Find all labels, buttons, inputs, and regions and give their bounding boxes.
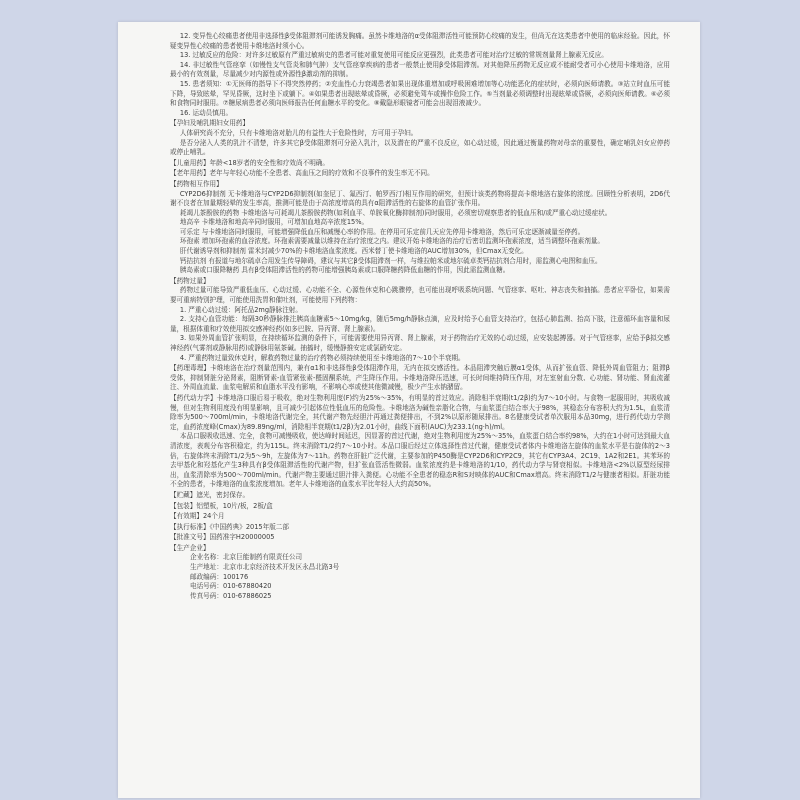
paragraph: 是否分泌入人类的乳汁不清楚，许多其它β受体阻滞剂可分泌入乳汁，以及潜在的严重不良反应，如心动过缓，因此通过衡量药物对母亲的重要性，确定哺乳妇女应停药或停止哺乳。 bbox=[170, 138, 670, 157]
paragraph: 3. 如果外周血管扩张明显，在持续循环监测的条件下，可能需要使用异丙肾、肾上腺素，对于药物治疗无效的心动过缓，应安装起搏器。对于气管痉挛，应给予β拟交感神经药(气雾剂或静脉用药)或静脉用氨茶碱。抽搐时，缓慢静推安定或氯硝安定。 bbox=[170, 334, 670, 352]
section-heading: 【执行标准】《中国药典》2015年版二部 bbox=[170, 522, 289, 531]
manufacturer-field: 邮政编码：100176 bbox=[190, 572, 249, 581]
paragraph: 15. 患者须知：①无医师的指导下不得突然停药；②充血性心力衰竭患者如果出现体重增加或呼吸困难增加等心功能恶化的症状时，必须向医师请教。③站立时血压可能下降，导致眩晕，罕见昏厥，这时坐下或躺下。④如果患者出现眩晕或昏厥，必须避免驾车或操作危险工作。⑤当剂量必须调整时出现眩晕或昏厥，必须向医师请教。⑥必须和食物同时服用。⑦糖尿病患者必须向医师报告任何血糖水平的变化。⑧戴隐形眼镜者可能会出现泪液减少。 bbox=[170, 79, 670, 108]
section-heading: 【生产企业】 bbox=[170, 543, 210, 552]
leaflet-sheet bbox=[118, 22, 700, 798]
paragraph: 耗竭儿茶酚胺的药物 卡维地洛与可耗竭儿茶酚胺药物(如利血平、单胺氧化酶抑制剂)同时服用，必须密切观察患者的低血压和/或严重心动过缓症状。 bbox=[179, 208, 612, 217]
section-heading: 【老年用药】老年与年轻心功能不全患者、高血压之间的疗效和不良事件的发生率无不同。 bbox=[170, 169, 434, 178]
section-heading: 【批准文号】国药准字H20000005 bbox=[170, 533, 275, 542]
section-heading: 【孕妇及哺乳期妇女用药】 bbox=[170, 119, 250, 128]
paragraph: 地高辛 卡维地洛和地高辛同时服用，可增加血地高辛浓度15%。 bbox=[179, 218, 369, 227]
manufacturer-field: 电话号码：010-67880420 bbox=[190, 582, 272, 591]
paragraph: 16. 运动员慎用。 bbox=[179, 108, 233, 117]
paragraph: 可乐定 与卡维地洛同时服用，可能增强降低血压和减慢心率的作用。在停用可乐定前几天应先停用卡维地洛，然后可乐定逐渐减量至停药。 bbox=[179, 227, 585, 236]
paragraph: 肝代谢诱导剂和抑制剂 雷米封减少70%的卡维地洛血浆浓度。西米替丁使卡维地洛的AUC增加30%，但Cmax无变化。 bbox=[179, 247, 528, 256]
section-heading: 【药物相互作用】 bbox=[170, 179, 223, 188]
manufacturer-field: 生产地址：北京市北京经济技术开发区永昌北路3号 bbox=[190, 563, 340, 572]
paragraph: 12. 变异性心绞痛患者使用非选择性β受体阻滞剂可能诱发胸痛。虽然卡维地洛的α受体阻滞活性可能预防心绞痛的发生，但尚无在这类患者中使用的临床经验。因此，怀疑变异性心绞痛的患者使用卡维地洛时须小心。 bbox=[170, 32, 670, 50]
section-heading: 【药理毒理】卡维地洛在治疗剂量范围内，兼有α1和非选择性β受体阻滞作用，无内在拟交感活性。本品阻滞突触后膜α1受体，从而扩张血管、降低外周血管阻力；阻滞β受体，抑制肾脏分泌肾素，阻断肾素-血管紧张素-醛固酮系统，产生降压作用。卡维地洛降压迅速，可长时间维持降压作用，对左室射血分数、心功能、肾功能、肾血流灌注、外周血流量、血浆电解质和血脂水平没有影响，不影响心率或使其他微减慢，极少产生水钠潴留。 bbox=[170, 364, 670, 392]
section-heading: 【儿童用药】年龄<18岁者的安全性和疗效尚不明确。 bbox=[170, 158, 329, 167]
paragraph: 钙拮抗剂 有报道与地尔硫卓合用发生传导障碍，建议与其它β受体阻滞剂一样，与维拉帕米或地尔硫卓类钙拮抗剂合用时，需监测心电图和血压。 bbox=[179, 256, 602, 265]
leaflet-text bbox=[170, 32, 670, 601]
paragraph: 13. 过敏反应的危险：对许多过敏原有严重过敏病史的患者可能对重复使用可能反应更强烈，此类患者可能对治疗过敏的常规剂量肾上腺素无反应。 bbox=[179, 51, 608, 60]
paragraph: 人体研究尚不充分，只有卡维地洛对胎儿的有益性大于危险性时，方可用于孕妇。 bbox=[179, 128, 418, 137]
paragraph: 2. 支持心血管功能：每隔30秒静脉推注胰高血糖素5～10mg/kg，随后5mg/h静脉点滴，应及时给予心血管支持治疗，包括心肺监测、抬高下肢，注意循环血容量和尿量，根据体重和疗效使用拟交感神经药(如多巴胺、异丙肾、肾上腺素)。 bbox=[170, 315, 670, 333]
section-heading: 【包装】铝塑板，10片/板，2板/盒 bbox=[170, 501, 273, 510]
section-heading: 【贮藏】遮光，密封保存。 bbox=[170, 490, 250, 499]
paragraph: 药物过量可能导致严重低血压、心动过缓、心功能不全、心源性休克和心跳骤停，也可能出现呼吸系统问题、气管痉挛、呕吐、神志丧失和抽搐。患者应平卧位，如果需要可重病特别护理，可能使用洗胃和催吐剂，可能使用下列药物： bbox=[170, 286, 670, 305]
paragraph: 4. 严重药物过量致休克时，解救药物过量的治疗药物必须持续使用至卡维地洛的7～10个半衰期。 bbox=[179, 353, 465, 362]
paragraph: 14. 非过敏性气管痉挛（如慢性支气管炎和肺气肿）支气管痉挛疾病的患者一般禁止使用β受体阻滞剂。对其他降压药物无反应或不能耐受者可小心使用卡维地洛，应用最小的有效剂量，尽量减少对内源性或外源性β激动剂的抑制。 bbox=[170, 60, 670, 79]
section-heading: 【药物过量】 bbox=[170, 276, 210, 285]
paragraph: 1. 严重心动过缓：阿托品2mg静脉注射。 bbox=[179, 305, 302, 314]
section-heading: 【药代动力学】卡维地洛口服后易于吸收，绝对生物利用度(F)约为25%～35%，有明显的首过效应。消除相半衰期(t1/2β)约为7～10小时。与食物一起服用时，其吸收减慢，但对生物利用度没有明显影响，且可减少引起体位性低血压的危险性。卡维地洛为碱性亲脂化合物，与血浆蛋白结合率大于98%，其稳态分布容积大约为1.5L，血浆清除率为500～700ml/min，卡维地洛代谢完全，其代谢产物先经胆汁再通过粪便排出，不到2%以原形随尿排出。8名健康受试者单次服用本品30mg，进行药代动力学测定，血药浓度峰(Cmax)为89.89ng/ml，消除相半衰期(t1/2β)为2.01小时，曲线下面积(AUC)为233.1(ng·h)/ml。 bbox=[170, 393, 670, 431]
manufacturer-field: 传真号码：010-67886025 bbox=[190, 591, 272, 600]
paragraph: 本品口服吸收迅速、完全，食物可减慢吸收，使达峰时间延迟，因显著的首过代谢，绝对生物利用度为25%～35%，血浆蛋白结合率约98%，大约在1小时可达到最大血清浓度，表观分布容积稳定，约为115L。终末消除T1/2约7～10小时。本品口服后经过立体选择性首过代谢，健康受试者体内卡维地洛左旋体的血浆水平是右旋体的2～3倍，右旋体终末消除T1/2为5～9h，左旋体为7～11h。药物在肝脏广泛代谢，主要参加的P450酶是CYP2D6和CYP2C9，其它有CYP3A4、2C19、1A2和2E1。其苯环的去甲基化和羟基化产生3种具有β受体阻滞活性的代谢产物，但扩张血管活性微弱。血浆浓度约是卡维地洛的1/10，药代动力学与肾衰相似。卡维地洛<2%以原型经尿排出，血浆清除率为500～700ml/min。代谢产物主要通过胆汁排入粪便。心功能不全患者的稳态R和S对映体的AUC和Cmax增高。终末消除T1/2与健康者相似。肝脏功能不全的患者，卡维地洛的血浆浓度增加。老年人卡维地洛的血浆水平比年轻人大约高50%。 bbox=[170, 432, 670, 489]
manufacturer-field: 企业名称：北京巨能制药有限责任公司 bbox=[190, 553, 303, 562]
paragraph: CYP2D6抑制剂 无卡维地洛与CYP2D6抑制剂(如奎尼丁、氟西汀、帕罗西汀)相互作用的研究，但预计该类药物将提高卡维地洛右旋体的浓度。回顾性分析表明，2D6代谢不良者在加量期轻晕的发生率高，推测可能是由于高浓度增高的具有α阻滞活性的右旋体的血管扩张作用。 bbox=[170, 189, 670, 208]
paragraph: 环孢素 增加环孢素的血谷浓度。环孢素需要减量以维持在治疗浓度之内。建议开始卡维地洛的治疗后密切监测环孢素浓度，适当调整环孢素剂量。 bbox=[179, 237, 604, 246]
paragraph: 胰岛素或口服降糖药 具有β受体阻滞活性的药物可能增强胰岛素或口服降糖药降低血糖的作用，因此需监测血糖。 bbox=[179, 266, 510, 275]
section-heading: 【有效期】24个月 bbox=[170, 512, 225, 521]
